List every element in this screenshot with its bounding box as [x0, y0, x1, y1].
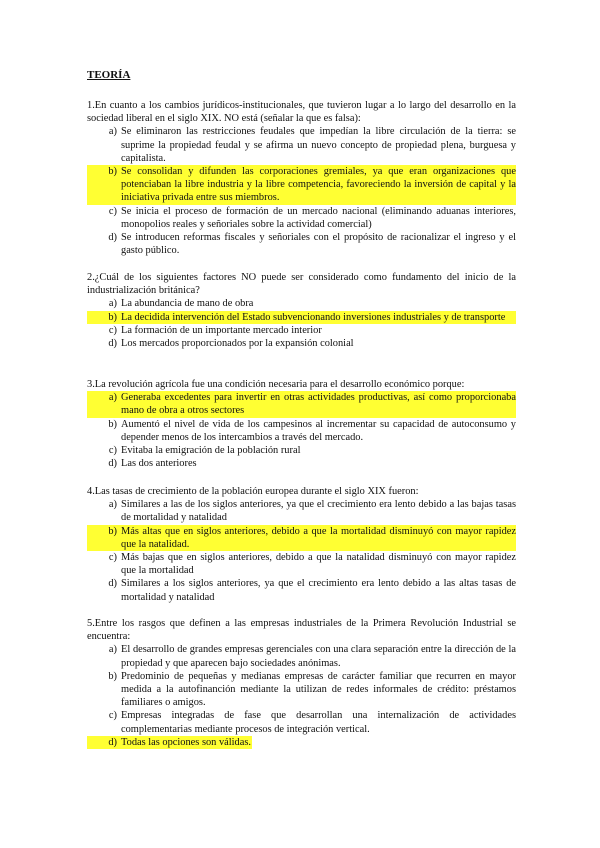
option-text: Similares a las de los siglos anteriores, ya que el crecimiento era lento debido a las bajas tasas de mortalidad y natalidad: [121, 499, 516, 524]
option-letter: d): [108, 232, 117, 244]
option-text: La decidida intervención del Estado subvencionando inversiones industriales y de transporte: [121, 311, 516, 324]
option-text: La formación de un importante mercado interior: [121, 324, 322, 336]
option-d: [87, 231, 516, 257]
option-c: [87, 324, 516, 337]
option-text: Se introducen reformas fiscales y señoriales con el propósito de racionalizar el ingreso y el gasto público.: [121, 232, 516, 257]
option-b-highlighted: [87, 311, 516, 324]
option-a-highlighted: [87, 391, 516, 417]
question-1: [87, 99, 516, 257]
option-text: Aumentó el nivel de vida de los campesinos al incrementar su capacidad de autoconsumo y depender menos de los intercambios a través del mercado.: [121, 418, 516, 443]
option-a: [87, 125, 516, 165]
option-letter: d): [87, 736, 121, 749]
option-d: [87, 337, 516, 350]
option-text: La abundancia de mano de obra: [121, 298, 254, 310]
option-letter: b): [87, 525, 121, 538]
option-c: [87, 444, 516, 457]
option-text: Se inicia el proceso de formación de un mercado nacional (eliminando aduanas interiores, monopolios reales y señoriales sobre la actividad comercial): [121, 205, 516, 230]
option-list: [87, 498, 516, 604]
option-text: Similares a los siglos anteriores, ya que el crecimiento era lento debido a las altas tasas de mortalidad y natalidad: [121, 578, 516, 603]
question-stem: 2.¿Cuál de los siguientes factores NO puede ser considerado como fundamento del inicio de la industrialización británica?: [87, 272, 516, 297]
option-list: [87, 297, 516, 350]
option-letter: d): [108, 458, 117, 470]
question-stem: 5.Entre los rasgos que definen a las empresas industriales de la Primera Revolución Industrial se encuentra:: [87, 618, 516, 643]
option-text: Generaba excedentes para invertir en otras actividades productivas, así como proporcionaba mano de obra a otros sectores: [121, 392, 516, 417]
option-letter: a): [108, 126, 117, 138]
option-letter: d): [108, 338, 117, 350]
option-text: Se consolidan y difunden las corporaciones gremiales, ya que eran organizaciones que potenciaban la libre industria y la libre competencia, favoreciendo la inversión de capital y la iniciativa privada entre sus miembros.: [121, 166, 516, 204]
option-letter: c): [108, 552, 117, 564]
option-letter: a): [108, 298, 117, 310]
option-letter: c): [108, 205, 117, 217]
option-b: [87, 670, 516, 710]
option-b: [87, 418, 516, 444]
question-4: [87, 485, 516, 604]
question-stem: 3.La revolución agrícola fue una condición necesaria para el desarrollo económico porque:: [87, 379, 465, 390]
option-d: [87, 577, 516, 603]
option-c: [87, 205, 516, 231]
question-stem: 1.En cuanto a los cambios jurídicos-institucionales, que tuvieron lugar a lo largo del desarrollo en la sociedad liberal en el siglo XIX. NO está (señalar la que es falsa):: [87, 100, 516, 125]
option-text: Más bajas que en siglos anteriores, debido a que la natalidad disminuyó con mayor rapidez que la mortalidad: [121, 552, 516, 577]
option-b-highlighted: [87, 165, 516, 205]
option-text: Evitaba la emigración de la población rural: [121, 445, 301, 457]
option-text: Más altas que en siglos anteriores, debido a que la mortalidad disminuyó con mayor rapidez que la natalidad.: [121, 525, 516, 550]
option-a: [87, 643, 516, 669]
option-c: [87, 709, 516, 735]
question-3: [87, 378, 516, 470]
option-letter: b): [87, 311, 121, 324]
option-text: Se eliminaron las restricciones feudales que impedían la libre circulación de la tierra: se suprime la propiedad feudal y se afirma un nuevo concepto de propiedad plena, burguesa y capitalista.: [121, 126, 516, 164]
question-stem: 4.Las tasas de crecimiento de la población europea durante el siglo XIX fueron:: [87, 486, 419, 497]
option-list: [87, 391, 516, 470]
question-2: [87, 271, 516, 350]
option-letter: a): [108, 499, 117, 511]
option-text: Los mercados proporcionados por la expansión colonial: [121, 338, 354, 350]
option-b-highlighted: [87, 525, 516, 551]
option-letter: a): [108, 644, 117, 656]
option-d-highlighted: [87, 736, 252, 749]
option-letter: c): [108, 324, 117, 336]
option-d: [87, 457, 516, 470]
option-text: El desarrollo de grandes empresas gerenciales con una clara separación entre la dirección de la propiedad y que aparecen bajo sociedades anónimas.: [121, 644, 516, 669]
option-a: [87, 297, 516, 310]
option-letter: b): [108, 418, 117, 430]
option-text: Las dos anteriores: [121, 458, 197, 470]
option-text: Predominio de pequeñas y medianas empresas de carácter familiar que recurren en mayor medida a la autofinanción mediante la utilizan de redes informales de crédito: préstamos familiares o amigos.: [121, 670, 516, 709]
option-letter: c): [108, 445, 117, 457]
option-letter: d): [108, 578, 117, 590]
option-list: [87, 643, 516, 749]
option-text: Todas las opciones son válidas.: [121, 736, 251, 748]
option-letter: b): [108, 670, 117, 682]
option-list: [87, 125, 516, 257]
option-letter: b): [87, 165, 121, 178]
option-text: Empresas integradas de fase que desarrollan una internalización de actividades complementarias mediante procesos de integración vertical.: [121, 710, 516, 735]
option-letter: a): [87, 391, 121, 404]
option-c: [87, 551, 516, 577]
option-a: [87, 498, 516, 524]
page-title: TEORÍA: [87, 69, 131, 81]
option-letter: c): [108, 710, 117, 722]
question-5: [87, 617, 516, 749]
